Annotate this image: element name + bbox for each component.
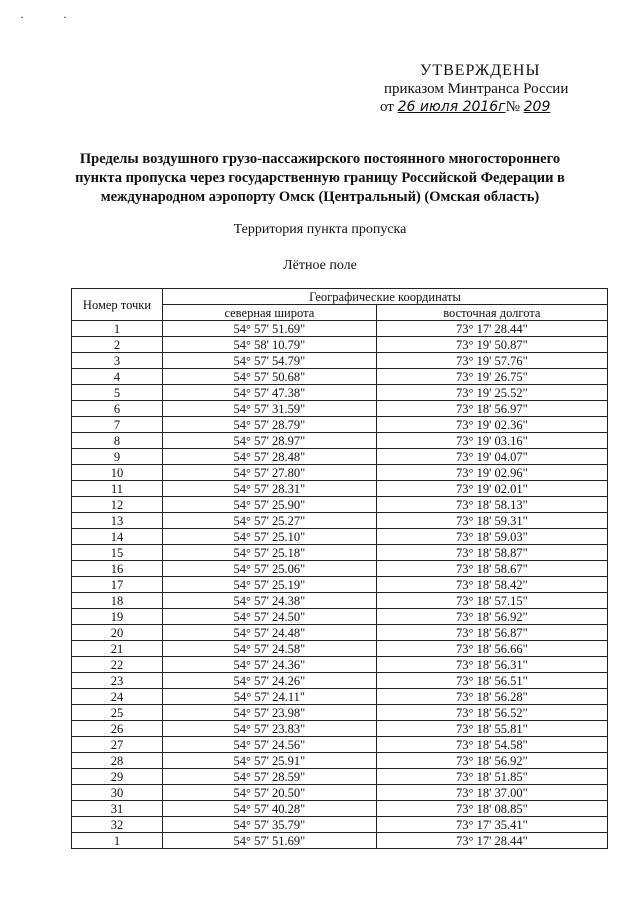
table-row <box>72 721 608 737</box>
point-number-cell: 6 <box>72 401 163 417</box>
table-row <box>72 817 608 833</box>
table-row <box>72 609 608 625</box>
table-row <box>72 465 608 481</box>
point-number-cell: 16 <box>72 561 163 577</box>
table-row <box>72 353 608 369</box>
point-number-cell: 5 <box>72 385 163 401</box>
table-row <box>72 593 608 609</box>
longitude-cell: 73° 19' 02.96" <box>376 465 607 481</box>
table-row <box>72 577 608 593</box>
table-row <box>72 417 608 433</box>
longitude-cell: 73° 19' 25.52" <box>376 385 607 401</box>
point-number-cell: 4 <box>72 369 163 385</box>
longitude-cell: 73° 18' 56.97" <box>376 401 607 417</box>
coordinates-body <box>72 321 608 849</box>
handwritten-number: 209 <box>523 99 551 115</box>
header-point-number: Номер точки <box>72 289 163 321</box>
longitude-cell: 73° 18' 58.87" <box>376 545 607 561</box>
header-north-latitude: северная широта <box>163 305 377 321</box>
point-number-cell: 30 <box>72 785 163 801</box>
latitude-cell: 54° 57' 25.90" <box>163 497 377 513</box>
longitude-cell: 73° 18' 58.13" <box>376 497 607 513</box>
table-row <box>72 833 608 849</box>
table-row <box>72 385 608 401</box>
latitude-cell: 54° 57' 27.80" <box>163 465 377 481</box>
latitude-cell: 54° 57' 24.11" <box>163 689 377 705</box>
approval-block <box>380 62 580 116</box>
approval-title: УТВЕРЖДЕНЫ <box>420 62 541 79</box>
table-row <box>72 753 608 769</box>
point-number-cell: 23 <box>72 673 163 689</box>
longitude-cell: 73° 18' 55.81" <box>376 721 607 737</box>
latitude-cell: 54° 57' 23.83" <box>163 721 377 737</box>
table-row <box>72 369 608 385</box>
point-number-cell: 25 <box>72 705 163 721</box>
handwritten-date: 26 июля 2016г <box>397 99 506 115</box>
point-number-cell: 1 <box>72 321 163 337</box>
longitude-cell: 73° 19' 04.07" <box>376 449 607 465</box>
table-row <box>72 769 608 785</box>
point-number-cell: 2 <box>72 337 163 353</box>
point-number-cell: 12 <box>72 497 163 513</box>
table-row <box>72 513 608 529</box>
longitude-cell: 73° 19' 03.16" <box>376 433 607 449</box>
longitude-cell: 73° 19' 57.76" <box>376 353 607 369</box>
point-number-cell: 22 <box>72 657 163 673</box>
latitude-cell: 54° 57' 24.58" <box>163 641 377 657</box>
point-number-cell: 21 <box>72 641 163 657</box>
latitude-cell: 54° 57' 25.18" <box>163 545 377 561</box>
longitude-cell: 73° 18' 58.67" <box>376 561 607 577</box>
longitude-cell: 73° 17' 28.44" <box>376 833 607 849</box>
point-number-cell: 1 <box>72 833 163 849</box>
point-number-cell: 3 <box>72 353 163 369</box>
latitude-cell: 54° 57' 28.97" <box>163 433 377 449</box>
table-row <box>72 321 608 337</box>
point-number-cell: 18 <box>72 593 163 609</box>
longitude-cell: 73° 18' 56.92" <box>376 609 607 625</box>
header-geo-coordinates: Географические координаты <box>163 289 608 305</box>
longitude-cell: 73° 19' 02.01" <box>376 481 607 497</box>
longitude-cell: 73° 18' 56.31" <box>376 657 607 673</box>
latitude-cell: 54° 57' 25.27" <box>163 513 377 529</box>
latitude-cell: 54° 57' 24.38" <box>163 593 377 609</box>
latitude-cell: 54° 57' 47.38" <box>163 385 377 401</box>
longitude-cell: 73° 18' 56.92" <box>376 753 607 769</box>
latitude-cell: 54° 57' 28.59" <box>163 769 377 785</box>
point-number-cell: 7 <box>72 417 163 433</box>
point-number-cell: 28 <box>72 753 163 769</box>
table-row <box>72 433 608 449</box>
point-number-cell: 27 <box>72 737 163 753</box>
number-prefix: № <box>505 99 520 115</box>
longitude-cell: 73° 17' 35.41" <box>376 817 607 833</box>
longitude-cell: 73° 18' 58.42" <box>376 577 607 593</box>
table-row <box>72 641 608 657</box>
table-row <box>72 497 608 513</box>
longitude-cell: 73° 18' 59.03" <box>376 529 607 545</box>
latitude-cell: 54° 57' 51.69" <box>163 833 377 849</box>
point-number-cell: 19 <box>72 609 163 625</box>
longitude-cell: 73° 18' 57.15" <box>376 593 607 609</box>
scan-speck-dots: · · <box>20 10 85 24</box>
table-row <box>72 401 608 417</box>
table-row <box>72 657 608 673</box>
approval-date-line <box>380 98 580 116</box>
latitude-cell: 54° 57' 24.50" <box>163 609 377 625</box>
table-row <box>72 737 608 753</box>
longitude-cell: 73° 18' 56.51" <box>376 673 607 689</box>
point-number-cell: 32 <box>72 817 163 833</box>
document-title: Пределы воздушного грузо-пассажирского постоянного многостороннего пункта пропуска через государственную границу Российской Федерации в международном аэропорту Омск (Центральный) (Омская область) <box>75 151 565 205</box>
point-number-cell: 31 <box>72 801 163 817</box>
point-number-cell: 13 <box>72 513 163 529</box>
longitude-cell: 73° 18' 59.31" <box>376 513 607 529</box>
latitude-cell: 54° 57' 25.06" <box>163 561 377 577</box>
point-number-cell: 15 <box>72 545 163 561</box>
latitude-cell: 54° 57' 25.10" <box>163 529 377 545</box>
point-number-cell: 9 <box>72 449 163 465</box>
point-number-cell: 14 <box>72 529 163 545</box>
point-number-cell: 24 <box>72 689 163 705</box>
longitude-cell: 73° 18' 08.85" <box>376 801 607 817</box>
latitude-cell: 54° 57' 24.48" <box>163 625 377 641</box>
point-number-cell: 10 <box>72 465 163 481</box>
latitude-cell: 54° 57' 28.31" <box>163 481 377 497</box>
longitude-cell: 73° 19' 26.75" <box>376 369 607 385</box>
subtitle-airfield: Лётное поле <box>283 258 357 273</box>
subtitle-territory: Территория пункта пропуска <box>233 222 407 237</box>
latitude-cell: 54° 57' 24.26" <box>163 673 377 689</box>
table-row <box>72 449 608 465</box>
latitude-cell: 54° 57' 24.36" <box>163 657 377 673</box>
longitude-cell: 73° 18' 54.58" <box>376 737 607 753</box>
approval-order-line: приказом Минтранса России <box>384 81 569 97</box>
longitude-cell: 73° 19' 50.87" <box>376 337 607 353</box>
table-row <box>72 801 608 817</box>
table-row <box>72 545 608 561</box>
latitude-cell: 54° 57' 23.98" <box>163 705 377 721</box>
latitude-cell: 54° 57' 35.79" <box>163 817 377 833</box>
latitude-cell: 54° 57' 25.91" <box>163 753 377 769</box>
latitude-cell: 54° 57' 51.69" <box>163 321 377 337</box>
point-number-cell: 20 <box>72 625 163 641</box>
latitude-cell: 54° 57' 28.79" <box>163 417 377 433</box>
table-row <box>72 785 608 801</box>
longitude-cell: 73° 18' 51.85" <box>376 769 607 785</box>
longitude-cell: 73° 18' 56.66" <box>376 641 607 657</box>
longitude-cell: 73° 18' 56.52" <box>376 705 607 721</box>
point-number-cell: 8 <box>72 433 163 449</box>
latitude-cell: 54° 57' 28.48" <box>163 449 377 465</box>
header-east-longitude: восточная долгота <box>376 305 607 321</box>
latitude-cell: 54° 58' 10.79" <box>163 337 377 353</box>
point-number-cell: 17 <box>72 577 163 593</box>
longitude-cell: 73° 18' 37.00" <box>376 785 607 801</box>
longitude-cell: 73° 19' 02.36" <box>376 417 607 433</box>
table-row <box>72 337 608 353</box>
latitude-cell: 54° 57' 24.56" <box>163 737 377 753</box>
latitude-cell: 54° 57' 25.19" <box>163 577 377 593</box>
table-row <box>72 705 608 721</box>
table-row <box>72 625 608 641</box>
table-row <box>72 673 608 689</box>
latitude-cell: 54° 57' 40.28" <box>163 801 377 817</box>
latitude-cell: 54° 57' 20.50" <box>163 785 377 801</box>
point-number-cell: 29 <box>72 769 163 785</box>
date-prefix: от <box>380 99 394 115</box>
table-row <box>72 529 608 545</box>
table-row <box>72 481 608 497</box>
latitude-cell: 54° 57' 54.79" <box>163 353 377 369</box>
latitude-cell: 54° 57' 31.59" <box>163 401 377 417</box>
longitude-cell: 73° 17' 28.44" <box>376 321 607 337</box>
longitude-cell: 73° 18' 56.87" <box>376 625 607 641</box>
point-number-cell: 26 <box>72 721 163 737</box>
coordinates-table <box>71 288 608 849</box>
point-number-cell: 11 <box>72 481 163 497</box>
table-row <box>72 561 608 577</box>
table-row <box>72 689 608 705</box>
longitude-cell: 73° 18' 56.28" <box>376 689 607 705</box>
latitude-cell: 54° 57' 50.68" <box>163 369 377 385</box>
